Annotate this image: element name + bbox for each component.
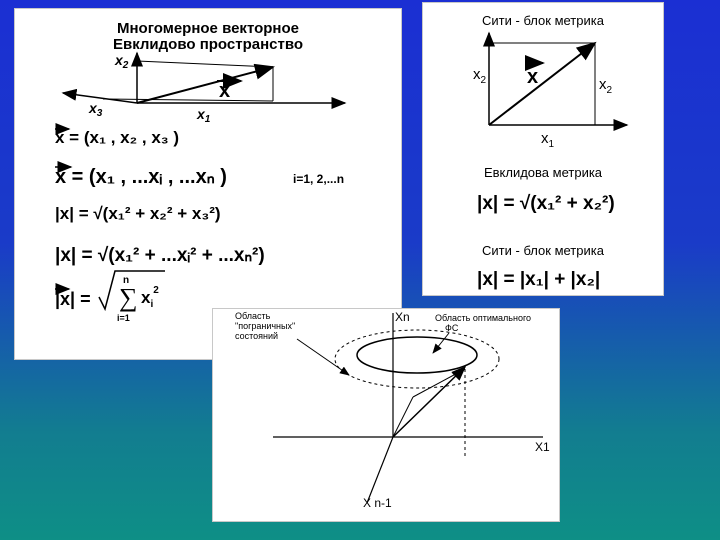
formula-n-vector: x = (x₁ , ...xᵢ , ...xₙ ) (55, 166, 227, 188)
axis-xn-label: Xn (395, 310, 410, 324)
boundary-region-ellipse (335, 330, 499, 388)
euclid-metric-formula: |x| = √(x₁² + x₂²) (477, 193, 615, 214)
projection-line (137, 61, 273, 67)
formula-index-range: i=1, 2,...n (293, 172, 345, 186)
projection-line (103, 99, 273, 101)
axis-x3 (63, 93, 137, 103)
projection-line (393, 397, 413, 437)
label-x1: $x_1$ (197, 106, 211, 125)
panel-title: Сити - блок метрика (482, 13, 604, 28)
label-x3: $x_3$ (89, 100, 103, 119)
boundary-region-pointer (297, 339, 349, 375)
panel-title-line1: Многомерное векторное (117, 20, 299, 37)
euclid-metric-title: Евклидова метрика (483, 165, 603, 180)
vector-label: x (219, 80, 231, 102)
optimal-region-label-line2: ФС (445, 323, 459, 333)
state-space-diagram (213, 309, 559, 521)
euclidean-space-diagram (15, 9, 401, 359)
optimal-region-pointer (433, 333, 449, 353)
formula-norm-sum (55, 271, 165, 323)
city-metric-formula: |x| = |x₁| + |x₂| (477, 269, 601, 290)
boundary-region-label-line3: состояний (235, 331, 279, 341)
formula-norm-3d: |x| = √(x₁² + x₂² + x₃²) (55, 204, 221, 223)
sum-upper-limit: n (123, 275, 130, 286)
boundary-region-label-line1: Область (235, 311, 271, 321)
formula-norm-nd: |x| = √(x₁² + ...xᵢ² + ...xₙ²) (55, 245, 265, 266)
state-vector (393, 367, 465, 437)
axis-xn-1-label: X n-1 (363, 496, 392, 510)
panel-title-line2: Евклидово пространство (112, 36, 304, 53)
optimal-region-ellipse (357, 337, 477, 373)
vector-x (137, 67, 273, 103)
state-space-panel (212, 308, 560, 522)
svg-text:|x| =: |x| = (55, 289, 91, 309)
vector-label: x (527, 66, 539, 88)
axis-x1-label: X1 (535, 440, 550, 454)
label-x2-right: $x_2$ (599, 76, 613, 96)
label-x2: $x_2$ (115, 52, 129, 71)
city-metric-title: Сити - блок метрика (482, 243, 604, 258)
label-x2-left: $x_2$ (473, 66, 487, 86)
optimal-region-label-line1: Область оптимального (435, 313, 532, 323)
axis-xn-1 (367, 437, 393, 503)
label-x1: $x_1$ (541, 130, 555, 150)
city-block-panel (422, 2, 664, 296)
city-block-diagram (423, 3, 663, 295)
vector-x (489, 43, 595, 125)
sum-sign: ∑ (119, 283, 138, 312)
sum-lower-limit: i=1 (117, 313, 130, 323)
sum-term: $x_i^2$ (141, 285, 159, 310)
boundary-region-label-line2: "пограничных" (235, 321, 296, 331)
formula-3d-vector: x = (x₁ , x₂ , x₃ ) (55, 128, 180, 147)
